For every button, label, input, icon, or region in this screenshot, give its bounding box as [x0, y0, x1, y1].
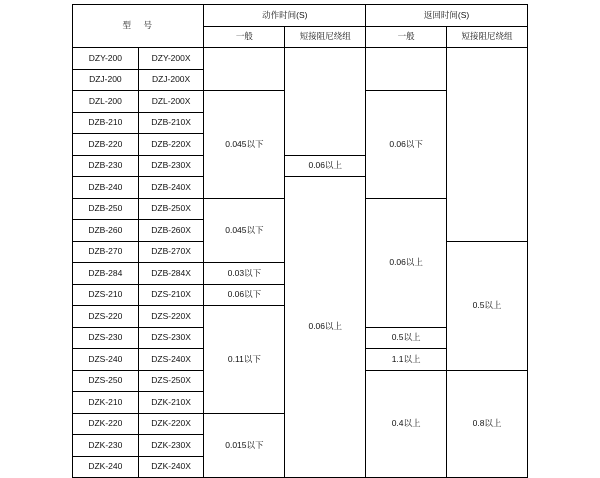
cell-model-b: DZS-230X [138, 327, 204, 349]
cell-model-b: DZY-200X [138, 48, 204, 70]
cell-action-normal: 0.015以下 [204, 413, 285, 478]
header-action-damping: 短接阻尼绕组 [285, 26, 366, 48]
table-row [73, 48, 528, 70]
cell-model-a: DZB-230 [73, 155, 139, 177]
cell-model-b: DZJ-200X [138, 69, 204, 91]
header-return-time: 返回时间(S) [366, 5, 528, 27]
cell-model-b: DZK-210X [138, 392, 204, 414]
spec-table-container [72, 4, 528, 478]
cell-return-normal: 0.06以下 [366, 91, 447, 199]
cell-return-normal: 0.06以上 [366, 198, 447, 327]
cell-return-damping [447, 48, 528, 242]
cell-model-b: DZS-240X [138, 349, 204, 371]
cell-model-a: DZK-220 [73, 413, 139, 435]
cell-model-b: DZS-210X [138, 284, 204, 306]
cell-model-a: DZB-284 [73, 263, 139, 285]
cell-model-b: DZB-220X [138, 134, 204, 156]
cell-action-normal [204, 48, 285, 91]
cell-model-b: DZS-250X [138, 370, 204, 392]
cell-model-b: DZB-260X [138, 220, 204, 242]
header-return-normal: 一般 [366, 26, 447, 48]
cell-action-normal: 0.06以下 [204, 284, 285, 306]
cell-return-normal [366, 48, 447, 91]
cell-model-b: DZK-240X [138, 456, 204, 478]
cell-model-a: DZB-240 [73, 177, 139, 199]
table-header-row-groups [73, 5, 528, 27]
cell-model-a: DZS-230 [73, 327, 139, 349]
cell-model-b: DZK-230X [138, 435, 204, 457]
cell-model-a: DZB-210 [73, 112, 139, 134]
cell-model-a: DZS-210 [73, 284, 139, 306]
cell-return-normal: 0.4以上 [366, 370, 447, 478]
cell-model-a: DZK-210 [73, 392, 139, 414]
cell-model-b: DZB-284X [138, 263, 204, 285]
cell-model-a: DZJ-200 [73, 69, 139, 91]
cell-action-normal: 0.045以下 [204, 91, 285, 199]
cell-model-a: DZB-270 [73, 241, 139, 263]
header-model: 型 号 [73, 5, 204, 48]
cell-model-b: DZS-220X [138, 306, 204, 328]
table-header [73, 5, 528, 48]
table-body [73, 48, 528, 478]
cell-action-damping: 0.06以上 [285, 177, 366, 478]
cell-model-a: DZK-240 [73, 456, 139, 478]
cell-model-a: DZS-220 [73, 306, 139, 328]
cell-model-b: DZB-270X [138, 241, 204, 263]
cell-model-a: DZB-250 [73, 198, 139, 220]
cell-action-normal: 0.045以下 [204, 198, 285, 263]
header-action-normal: 一般 [204, 26, 285, 48]
cell-return-normal: 1.1以上 [366, 349, 447, 371]
cell-action-normal: 0.11以下 [204, 306, 285, 414]
cell-model-b: DZK-220X [138, 413, 204, 435]
cell-action-damping: 0.06以上 [285, 155, 366, 177]
cell-model-a: DZS-240 [73, 349, 139, 371]
cell-action-damping [285, 48, 366, 156]
cell-model-a: DZY-200 [73, 48, 139, 70]
cell-model-b: DZB-210X [138, 112, 204, 134]
header-return-damping: 短接阻尼绕组 [447, 26, 528, 48]
cell-model-b: DZB-240X [138, 177, 204, 199]
cell-action-normal: 0.03以下 [204, 263, 285, 285]
cell-model-a: DZL-200 [73, 91, 139, 113]
cell-return-damping: 0.8以上 [447, 370, 528, 478]
header-action-time: 动作时间(S) [204, 5, 366, 27]
cell-model-a: DZB-220 [73, 134, 139, 156]
cell-model-a: DZB-260 [73, 220, 139, 242]
cell-model-a: DZS-250 [73, 370, 139, 392]
cell-return-damping: 0.5以上 [447, 241, 528, 370]
cell-model-b: DZL-200X [138, 91, 204, 113]
cell-model-b: DZB-230X [138, 155, 204, 177]
relay-timing-table [72, 4, 528, 478]
cell-model-a: DZK-230 [73, 435, 139, 457]
cell-return-normal: 0.5以上 [366, 327, 447, 349]
cell-model-b: DZB-250X [138, 198, 204, 220]
